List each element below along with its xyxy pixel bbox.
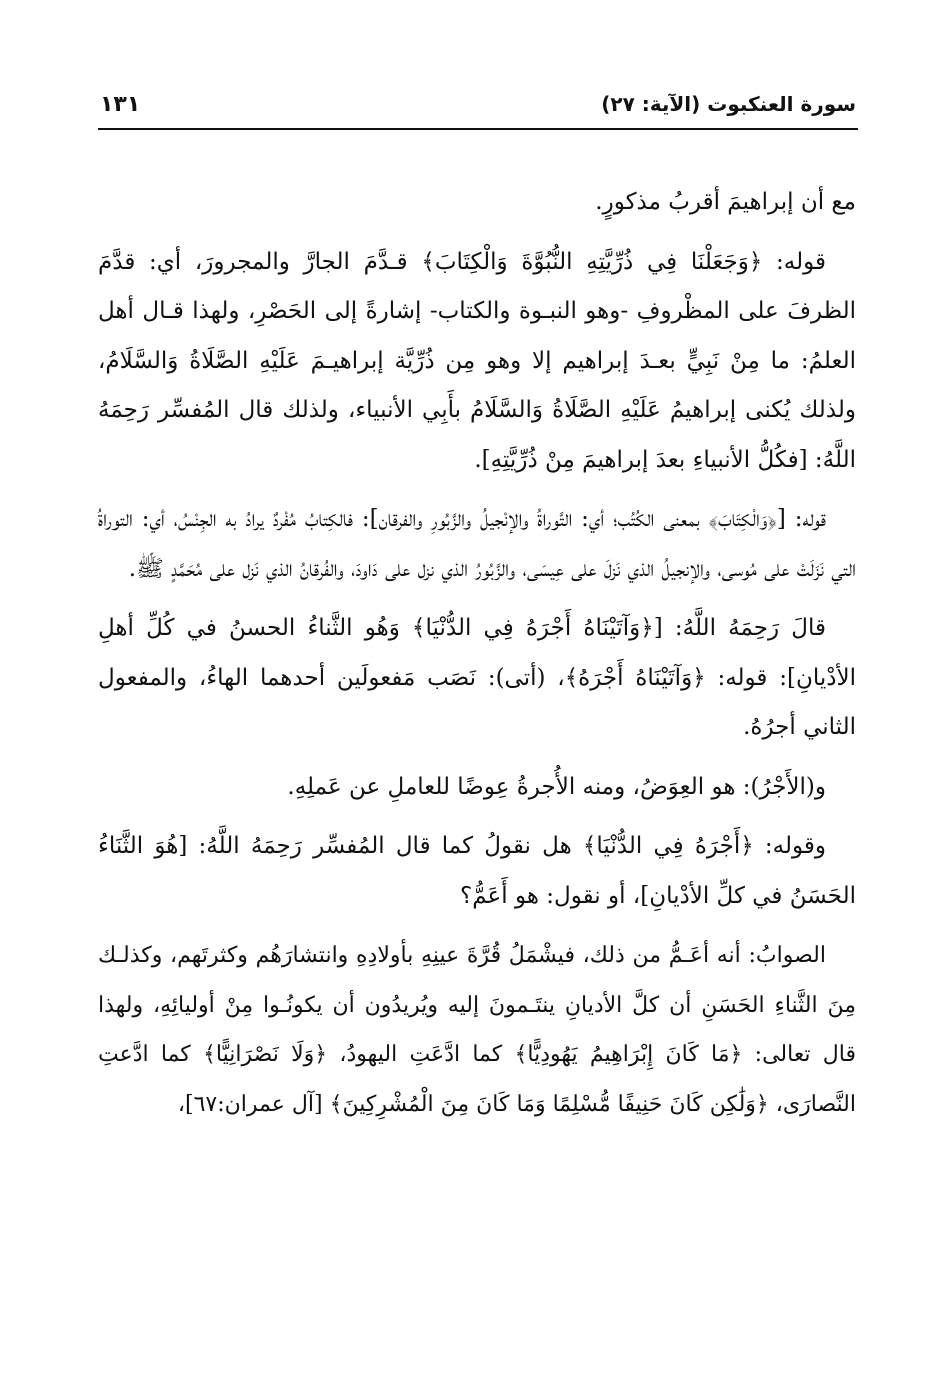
paragraph-7: الصوابُ: أنه أعَـمُّ من ذلك، فيشْمَلُ قُرَّةَ عينِهِ بأولادِهِ وانتشارَهُم وكثرتَهم، وكذلـك مِنَ الثَّناءِ الحَسَنِ أن كلَّ الأديانِ ينتَـمونَ إليه ويُريدُون أن يكونُـوا مِنْ أوليائِهِ، ولهذا قال تعالى: ﴿مَا كَانَ إِبْرَاهِيمُ يَهُودِيًّا﴾ كما ادَّعَتِ اليهودُ، ﴿وَلَا نَصْرَانِيًّا﴾ كما ادَّعتِ النَّصارَى، ﴿وَلَٰكِن كَانَ حَنِيفًا مُّسْلِمًا وَمَا كَانَ مِنَ الْمُشْرِكِينَ﴾ [آل عمران:٦٧]، [98,943,856,1117]
running-title: سورة العنكبوت (الآية: ٢٧) [601,92,856,116]
page-header [100,84,856,124]
paragraph-6: وقوله: ﴿أَجْرَهُ فِي الدُّنْيَا﴾ هل نقولُ كما قال المُفسِّر رَحِمَهُ اللَّهُ: [هُوَ الثَّنَاءُ الحَسَنُ في كلِّ الأدْيانِ]، أو نقول: هو أَعَمُّ؟ [98,833,856,909]
paragraph-1: مع أن إبراهيمَ أقربُ مذكورٍ. [595,189,856,215]
paragraph-5: و(الأَجْرُ): هو العِوَضُ، ومنه الأُجرةُ عِوضًا للعاملِ عن عَملِهِ. [287,773,826,800]
page-body [98,178,856,1321]
page-number: ١٣١ [100,91,141,117]
paragraph-3: قوله: [﴿وَالْكِتَابَ﴾ بمعنى الكُتُب؛ أي: التَّوراةُ والإنْجيلُ والزَّبُورِ والفرقان]: فالكِتابُ مُفْردٌ يرادُ به الجِنْسُ، أي: التوراةُ التي نَزَلَتْ على مُوسى، والإنجيلُ الذي نَزلَ على عِيسَى، والزَّبُورُ الذي نزل على دَاودَ، والفُرقانُ الذي نَزل على مُحَمَّدٍ ﷺ. [98,506,856,582]
paragraph-2: قوله: ﴿وَجَعَلْنَا فِي ذُرِّيَّتِهِ النُّبُوَّةَ وَالْكِتَابَ﴾ قـدَّمَ الجارَّ والمجرورَ، أي: قدَّمَ الظرفَ على المظْروفِ -وهو النبـوة والكتاب- إشارةً إلى الحَصْرِ، ولهذا قـال أهل العلمُ: ما مِنْ نَبِيٍّ بعـدَ إبراهيم إلا وهو مِن ذُرِّيَّة إبراهيـمَ عَلَيْهِ الصَّلَاةُ وَالسَّلَامُ، ولذلك يُكنى إبراهيمُ عَلَيْهِ الصَّلَاةُ وَالسَّلَامُ بأَبِي الأنبياء، ولذلك قال المُفسِّر رَحِمَهُ اللَّهُ: [فكُلُّ الأنبياءِ بعدَ إبراهيمَ مِنْ ذُرِّيَّتِهِ]. [98,248,856,473]
header-divider [98,128,858,130]
paragraph-4: قالَ رَحِمَهُ اللَّهُ: [﴿وَآتَيْنَاهُ أَجْرَهُ فِي الدُّنْيَا﴾ وَهُو الثَّناءُ الحسنُ في كُلِّ أهلِ الأدْيانِ]: قوله: ﴿وَآتَيْنَاهُ أَجْرَهُ﴾، (أتى): نَصَب مَفعولَين أحدهما الهاءُ، والمفعول الثاني أجرُهُ. [98,615,856,740]
